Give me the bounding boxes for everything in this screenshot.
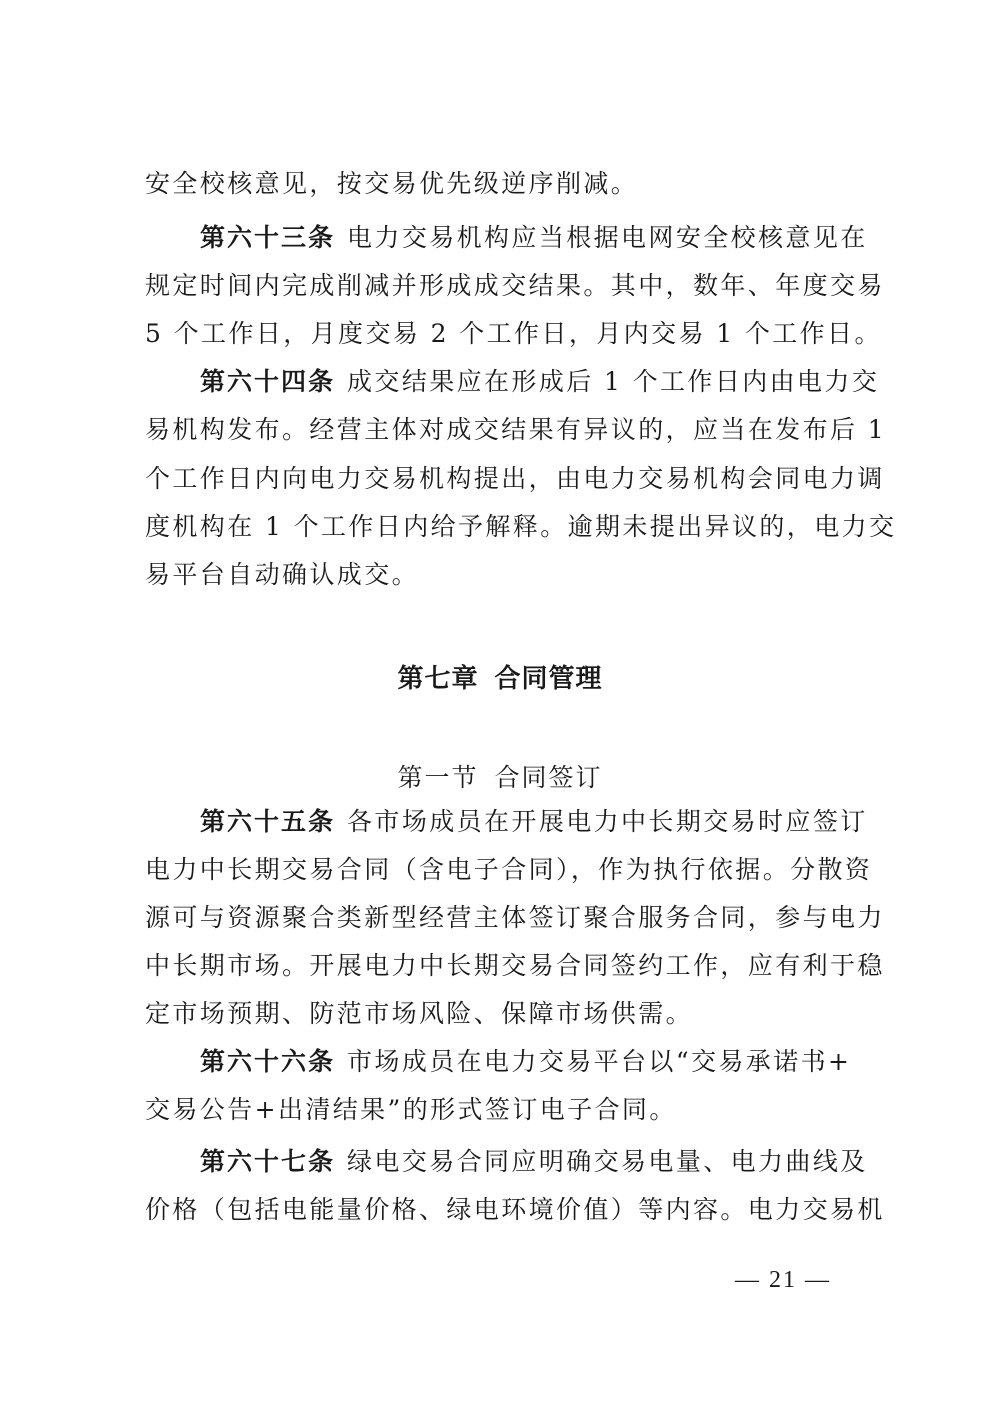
article-label: 第六十四条 (200, 367, 336, 396)
article-67-line-1 (200, 1146, 868, 1178)
article-65-line-1 (200, 806, 868, 838)
text-line: 市场成员在电力交易平台以“交易承诺书+ (347, 1047, 852, 1076)
text-line: 成交结果应在形成后 1 个工作日内由电力交 (347, 367, 880, 396)
text-line: 安全校核意见，按交易优先级逆序削减。 (145, 169, 639, 198)
text-line: 价格（包括电能量价格、绿电环境价值）等内容。电力交易机 (145, 1195, 885, 1224)
text-line: 个工作日内向电力交易机构提出，由电力交易机构会同电力调 (145, 464, 885, 493)
article-label: 第六十五条 (200, 807, 336, 836)
text-line: 易平台自动确认成交。 (145, 560, 420, 589)
article-64-line-1 (200, 366, 880, 398)
text-line: 度机构在 1 个工作日内给予解释。逾期未提出异议的，电力交 (145, 512, 897, 541)
page-number: — 21 — (735, 1267, 831, 1293)
article-66-line-1 (200, 1046, 865, 1078)
section-number: 第一节 (397, 763, 479, 792)
text-line: 绿电交易合同应明确交易电量、电力曲线及 (347, 1147, 868, 1176)
article-label: 第六十七条 (200, 1147, 336, 1176)
chapter-heading (0, 658, 1000, 695)
text-line: 易机构发布。经营主体对成交结果有异议的，应当在发布后 1 (145, 415, 887, 444)
chapter-number: 第七章 (397, 664, 479, 694)
text-line: 定市场预期、防范市场风险、保障市场供需。 (145, 999, 694, 1028)
section-title: 合同签订 (494, 763, 603, 792)
chapter-title: 合同管理 (494, 664, 603, 694)
text-line: 电力中长期交易合同（含电子合同），作为执行依据。分散资 (145, 855, 873, 884)
text-line: 规定时间内完成削减并形成成交结果。其中，数年、年度交易 (145, 271, 885, 300)
article-label: 第六十三条 (200, 223, 336, 252)
text-line: 交易公告+出清结果”的形式签订电子合同。 (145, 1095, 677, 1124)
text-line: 各市场成员在开展电力中长期交易时应签订 (347, 807, 868, 836)
article-63-line-1 (200, 222, 868, 254)
text-line: 中长期市场。开展电力中长期交易合同签约工作，应有利于稳 (145, 951, 885, 980)
text-line: 电力交易机构应当根据电网安全校核意见在 (347, 223, 868, 252)
article-label: 第六十六条 (200, 1047, 336, 1076)
text-line: 源可与资源聚合类新型经营主体签订聚合服务合同，参与电力 (145, 903, 885, 932)
section-heading (0, 758, 1000, 794)
text-line: 5 个工作日，月度交易 2 个工作日，月内交易 1 个工作日。 (145, 319, 882, 348)
